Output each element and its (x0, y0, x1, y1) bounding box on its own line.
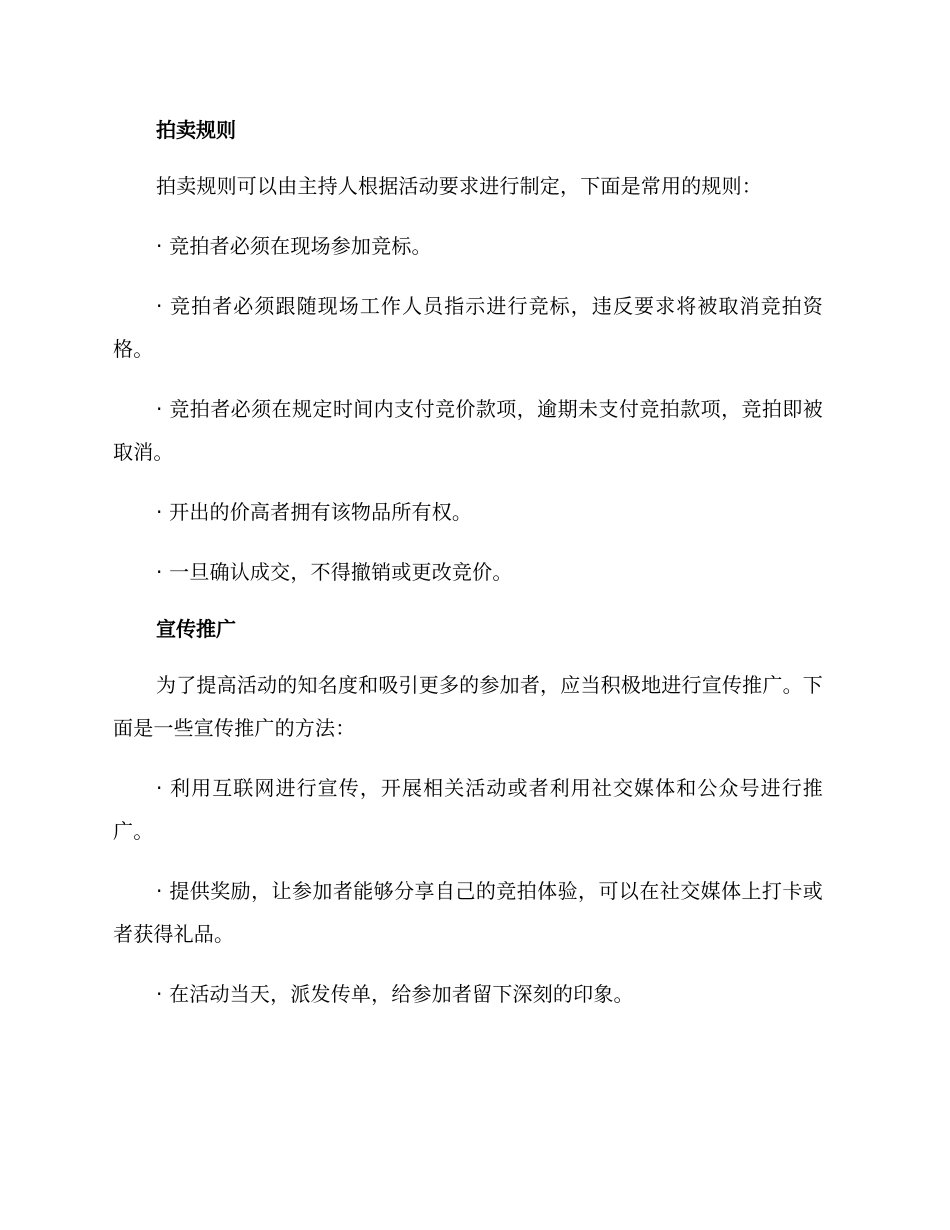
section-auction-rules (113, 112, 823, 594)
document-page (113, 112, 823, 1033)
paragraph: 为了提高活动的知名度和吸引更多的参加者，应当积极地进行宣传推广。下面是一些宣传推广的方法： (113, 673, 823, 740)
bullet-item: · 竞拍者必须跟随现场工作人员指示进行竞标，违反要求将被取消竞拍资格。 (113, 294, 823, 361)
bullet-item: · 开出的价高者拥有该物品所有权。 (156, 500, 473, 524)
bullet-item: · 竞拍者必须在规定时间内支付竞价款项，逾期未支付竞拍款项，竞拍即被取消。 (113, 397, 823, 464)
bullet-item: · 提供奖励，让参加者能够分享自己的竞拍体验，可以在社交媒体上打卡或者获得礼品。 (113, 879, 823, 946)
paragraph: 拍卖规则可以由主持人根据活动要求进行制定，下面是常用的规则： (156, 174, 762, 198)
bullet-item: · 在活动当天，派发传单，给参加者留下深刻的印象。 (156, 982, 634, 1006)
bullet-item: · 利用互联网进行宣传，开展相关活动或者利用社交媒体和公众号进行推广。 (113, 776, 823, 843)
section-heading: 宣传推广 (156, 617, 236, 641)
bullet-item: · 一旦确认成交，不得撤销或更改竞价。 (156, 560, 513, 584)
section-heading: 拍卖规则 (156, 118, 236, 142)
bullet-item: · 竞拍者必须在现场参加竞标。 (156, 234, 432, 258)
section-promotion (113, 611, 823, 1016)
